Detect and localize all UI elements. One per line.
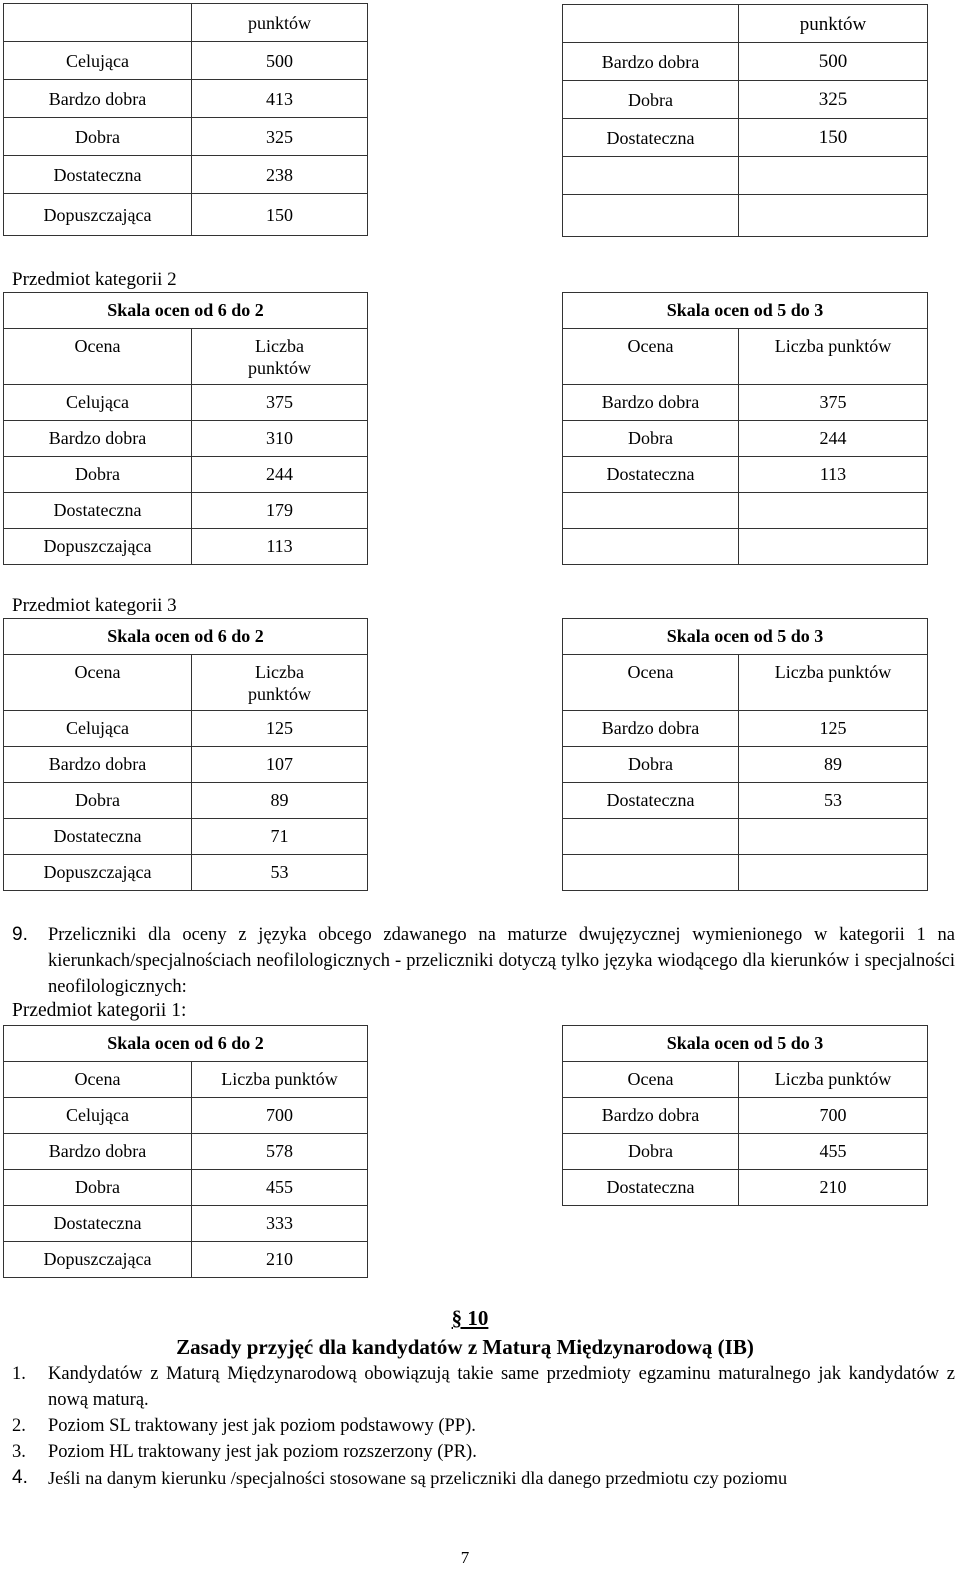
- table-cell: [739, 157, 928, 195]
- table-cell: Dostateczna: [4, 819, 192, 855]
- table-cell: Dostateczna: [4, 1206, 192, 1242]
- list-item-text: Jeśli na danym kierunku /specjalności stosowane są przeliczniki dla danego przedmiotu czy poziomu: [48, 1468, 788, 1488]
- table-cell: 150: [739, 119, 928, 157]
- table-cell: 210: [739, 1170, 928, 1206]
- column-header: Liczba punktów: [739, 329, 928, 385]
- table-title: Skala ocen od 6 do 2: [4, 1026, 368, 1062]
- table-cell: 500: [192, 42, 368, 80]
- column-header-line: Liczba: [255, 336, 304, 356]
- cat1-table-right-top: [562, 4, 928, 237]
- table-cell: 53: [192, 855, 368, 891]
- table-cell: [739, 493, 928, 529]
- column-header: [192, 655, 368, 711]
- table-cell: Dostateczna: [563, 457, 739, 493]
- table-cell: 375: [739, 385, 928, 421]
- list-item-text: Poziom SL traktowany jest jak poziom podstawowy (PP).: [48, 1416, 476, 1436]
- cat3-table-right: [562, 618, 928, 891]
- point-9-number: 9.: [12, 924, 28, 945]
- list-item-number: 2.: [12, 1416, 26, 1436]
- section-number: § 10: [451, 1306, 489, 1330]
- table-title: Skala ocen od 5 do 3: [563, 293, 928, 329]
- column-header: [192, 329, 368, 385]
- table-cell: Dopuszczająca: [4, 855, 192, 891]
- table-cell: Dobra: [4, 1170, 192, 1206]
- column-header: Liczba punktów: [192, 1062, 368, 1098]
- table-cell: [563, 493, 739, 529]
- table-cell: Bardzo dobra: [4, 80, 192, 118]
- table-cell: Bardzo dobra: [4, 421, 192, 457]
- table-cell: punktów: [739, 5, 928, 43]
- category-1-label: Przedmiot kategorii 1:: [12, 1000, 187, 1021]
- table-cell: 244: [192, 457, 368, 493]
- table-cell: 500: [739, 43, 928, 81]
- table-cell: [563, 157, 739, 195]
- column-header-line: Liczba: [255, 662, 304, 682]
- table-cell: [739, 819, 928, 855]
- table-cell: Dobra: [563, 747, 739, 783]
- table-cell: 113: [739, 457, 928, 493]
- table-cell: Dostateczna: [563, 119, 739, 157]
- section-title: Zasady przyjęć dla kandydatów z Maturą Międzynarodową (IB): [176, 1335, 754, 1359]
- table-cell: 125: [739, 711, 928, 747]
- table-cell: 325: [739, 81, 928, 119]
- table-title: Skala ocen od 5 do 3: [563, 619, 928, 655]
- table-cell: Dobra: [4, 783, 192, 819]
- column-header: Ocena: [563, 1062, 739, 1098]
- table-cell: [563, 855, 739, 891]
- table-cell: [563, 529, 739, 565]
- page-number: 7: [460, 1548, 470, 1567]
- cat3-table-left: [3, 618, 368, 891]
- table-cell: [563, 819, 739, 855]
- cat2-table-left: [3, 292, 368, 565]
- table-cell: 700: [192, 1098, 368, 1134]
- list-item-text: Poziom HL traktowany jest jak poziom rozszerzony (PR).: [48, 1442, 477, 1462]
- table-cell: Bardzo dobra: [563, 1098, 739, 1134]
- cat1-neophil-table-left: [3, 1025, 368, 1278]
- table-cell: 244: [739, 421, 928, 457]
- table-cell: Bardzo dobra: [4, 1134, 192, 1170]
- table-cell: 125: [192, 711, 368, 747]
- cat1-neophil-table-right: [562, 1025, 928, 1206]
- table-cell: Dopuszczająca: [4, 194, 192, 236]
- table-cell: 71: [192, 819, 368, 855]
- table-cell: Dostateczna: [4, 156, 192, 194]
- table-cell: 325: [192, 118, 368, 156]
- column-header: Ocena: [563, 655, 739, 711]
- column-header: Ocena: [4, 655, 192, 711]
- table-cell: Dobra: [563, 81, 739, 119]
- table-cell: 150: [192, 194, 368, 236]
- table-cell: 455: [739, 1134, 928, 1170]
- table-cell: Bardzo dobra: [563, 385, 739, 421]
- table-title: Skala ocen od 5 do 3: [563, 1026, 928, 1062]
- list-item-text: Kandydatów z Maturą Międzynarodową obowiązują takie same przedmioty egzaminu maturalnego jak kandydatów z nową maturą.: [48, 1364, 955, 1410]
- table-cell: [563, 5, 739, 43]
- table-cell: [563, 195, 739, 237]
- category-2-label: Przedmiot kategorii 2: [12, 269, 177, 290]
- column-header: Ocena: [563, 329, 739, 385]
- table-cell: 375: [192, 385, 368, 421]
- cat2-table-right: [562, 292, 928, 565]
- table-cell: 210: [192, 1242, 368, 1278]
- table-cell: Celująca: [4, 1098, 192, 1134]
- table-title: Skala ocen od 6 do 2: [4, 293, 368, 329]
- list-item-number: 4.: [12, 1467, 28, 1488]
- table-cell: Dobra: [4, 457, 192, 493]
- table-cell: Dobra: [563, 1134, 739, 1170]
- table-cell: 89: [739, 747, 928, 783]
- table-cell: Bardzo dobra: [563, 711, 739, 747]
- point-9-text: Przeliczniki dla oceny z języka obcego zdawanego na maturze dwujęzycznej wymienionego w kategorii 1 na kierunkach/specjalnościach neofilologicznych - przeliczniki dotyczą tylko języka wiodącego dla kierunków i specjalności neofilologicznych:: [48, 925, 955, 997]
- table-cell: 700: [739, 1098, 928, 1134]
- table-cell: Dopuszczająca: [4, 529, 192, 565]
- table-cell: Dostateczna: [4, 493, 192, 529]
- table-cell: 333: [192, 1206, 368, 1242]
- table-cell: Dostateczna: [563, 783, 739, 819]
- table-cell: 238: [192, 156, 368, 194]
- table-cell: Dobra: [563, 421, 739, 457]
- table-cell: Celująca: [4, 711, 192, 747]
- column-header: Liczba punktów: [739, 1062, 928, 1098]
- table-cell: 179: [192, 493, 368, 529]
- table-cell: Bardzo dobra: [4, 747, 192, 783]
- table-cell: 413: [192, 80, 368, 118]
- column-header-line: punktów: [248, 684, 311, 704]
- table-cell: [739, 195, 928, 237]
- list-item-number: 3.: [12, 1442, 26, 1462]
- list-item-number: 1.: [12, 1364, 26, 1384]
- table-cell: 310: [192, 421, 368, 457]
- cat1-table-left-top: [3, 3, 368, 236]
- table-cell: punktów: [192, 4, 368, 42]
- table-cell: Bardzo dobra: [563, 43, 739, 81]
- column-header: Ocena: [4, 329, 192, 385]
- table-cell: [4, 4, 192, 42]
- table-cell: Celująca: [4, 385, 192, 421]
- table-cell: 89: [192, 783, 368, 819]
- column-header: Ocena: [4, 1062, 192, 1098]
- table-cell: [739, 855, 928, 891]
- column-header: Liczba punktów: [739, 655, 928, 711]
- table-cell: 455: [192, 1170, 368, 1206]
- table-cell: Celująca: [4, 42, 192, 80]
- table-cell: 113: [192, 529, 368, 565]
- table-cell: Dobra: [4, 118, 192, 156]
- table-cell: 53: [739, 783, 928, 819]
- column-header-line: punktów: [248, 358, 311, 378]
- table-cell: 107: [192, 747, 368, 783]
- table-title: Skala ocen od 6 do 2: [4, 619, 368, 655]
- table-cell: Dopuszczająca: [4, 1242, 192, 1278]
- table-cell: Dostateczna: [563, 1170, 739, 1206]
- table-cell: [739, 529, 928, 565]
- table-cell: 578: [192, 1134, 368, 1170]
- category-3-label: Przedmiot kategorii 3: [12, 595, 177, 616]
